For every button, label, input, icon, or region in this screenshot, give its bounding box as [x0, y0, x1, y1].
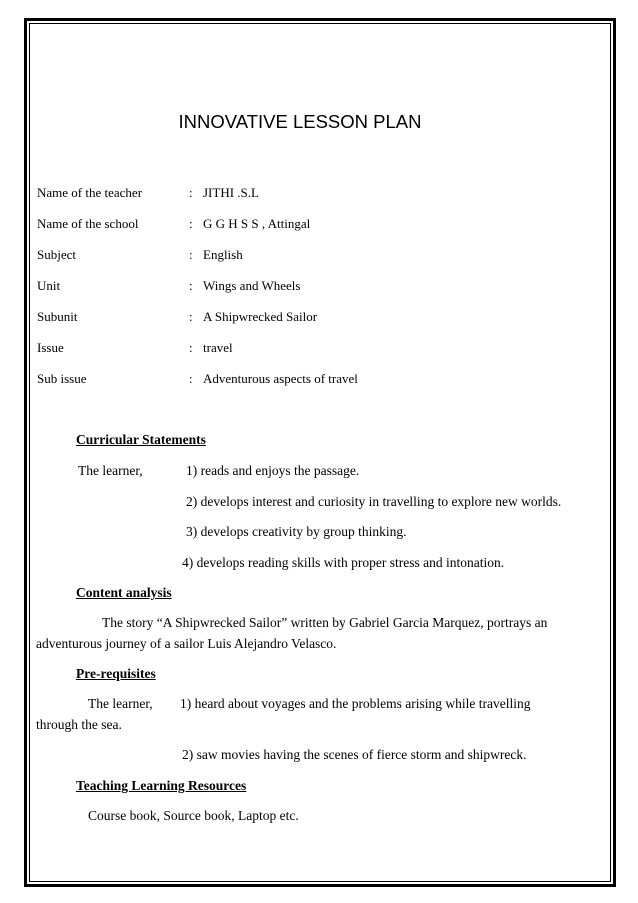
detail-value-subunit: A Shipwrecked Sailor: [203, 309, 318, 324]
detail-value-subject: English: [203, 247, 243, 262]
detail-colon: :: [189, 185, 193, 200]
prerequisites-item-2: 2) saw movies having the scenes of fierce storm and shipwreck.: [182, 747, 527, 762]
detail-label-issue: Issue: [37, 340, 64, 355]
prerequisites-heading: Pre-requisites: [76, 666, 156, 681]
prerequisites-item-1: 1) heard about voyages and the problems arising while travelling: [180, 696, 531, 711]
resources-text: Course book, Source book, Laptop etc.: [88, 808, 299, 823]
detail-colon: :: [189, 309, 193, 324]
detail-label-teacher: Name of the teacher: [37, 185, 143, 200]
detail-value-school: G G H S S , Attingal: [203, 216, 311, 231]
content-analysis-heading: Content analysis: [76, 585, 172, 600]
detail-value-teacher: JITHI .S.L: [203, 185, 259, 200]
detail-label-sub-issue: Sub issue: [37, 371, 87, 386]
detail-label-school: Name of the school: [37, 216, 139, 231]
curricular-item-1: 1) reads and enjoys the passage.: [186, 463, 360, 478]
detail-colon: :: [189, 278, 193, 293]
resources-heading: Teaching Learning Resources: [76, 778, 247, 793]
detail-value-unit: Wings and Wheels: [203, 278, 301, 293]
detail-value-issue: travel: [203, 340, 233, 355]
content-analysis-line-2: adventurous journey of a sailor Luis Alejandro Velasco.: [36, 636, 337, 651]
detail-colon: :: [189, 340, 193, 355]
detail-colon: :: [189, 247, 193, 262]
detail-value-sub-issue: Adventurous aspects of travel: [203, 371, 358, 386]
detail-colon: :: [189, 371, 193, 386]
detail-label-subunit: Subunit: [37, 309, 78, 324]
prerequisites-item-1-cont: through the sea.: [36, 717, 122, 732]
detail-label-unit: Unit: [37, 278, 61, 293]
curricular-intro: The learner,: [78, 463, 143, 478]
curricular-heading: Curricular Statements: [76, 432, 206, 447]
detail-label-subject: Subject: [37, 247, 76, 262]
content-analysis-line-1: The story “A Shipwrecked Sailor” written by Gabriel Garcia Marquez, portrays an: [102, 615, 548, 630]
curricular-item-3: 3) develops creativity by group thinking.: [186, 524, 407, 539]
curricular-item-2: 2) develops interest and curiosity in travelling to explore new worlds.: [186, 494, 562, 509]
detail-colon: :: [189, 216, 193, 231]
curricular-item-4: 4) develops reading skills with proper stress and intonation.: [182, 555, 505, 570]
page-title: INNOVATIVE LESSON PLAN: [178, 111, 422, 132]
prerequisites-intro: The learner,: [88, 696, 153, 711]
